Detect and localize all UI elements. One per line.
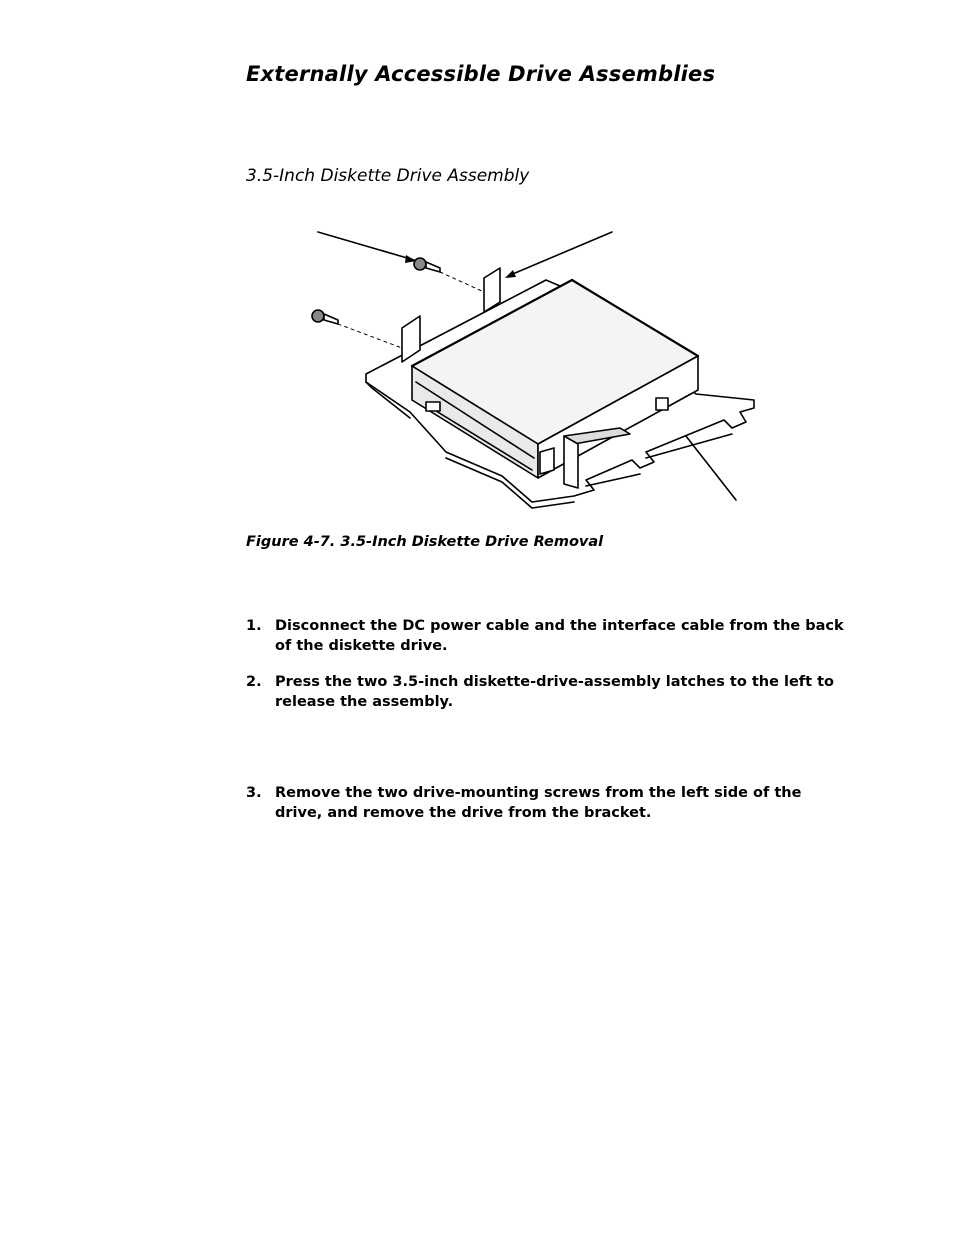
- step-number: 2.: [246, 674, 262, 690]
- step-text: Press the two 3.5-inch diskette-drive-assembly latches to the left to release the assembly.: [275, 674, 834, 710]
- step-text: Remove the two drive-mounting screws from the left side of the drive, and remove the drive from the bracket.: [275, 785, 802, 821]
- figure-caption: Figure 4-7. 3.5-Inch Diskette Drive Removal: [246, 534, 604, 550]
- step-number: 3.: [246, 785, 262, 801]
- figure-diskette-drive: [296, 222, 766, 512]
- step-item: [246, 672, 846, 712]
- step-number: 1.: [246, 618, 262, 634]
- step-item: [246, 783, 846, 823]
- page-heading: Externally Accessible Drive Assemblies: [246, 62, 716, 86]
- step-text: Disconnect the DC power cable and the interface cable from the back of the diskette drive.: [275, 618, 844, 654]
- diskette-drive-illustration: [296, 222, 766, 512]
- section-heading: 3.5-Inch Diskette Drive Assembly: [246, 166, 530, 186]
- procedure-steps: [246, 616, 846, 823]
- step-item: [246, 616, 846, 656]
- screws: [312, 258, 440, 324]
